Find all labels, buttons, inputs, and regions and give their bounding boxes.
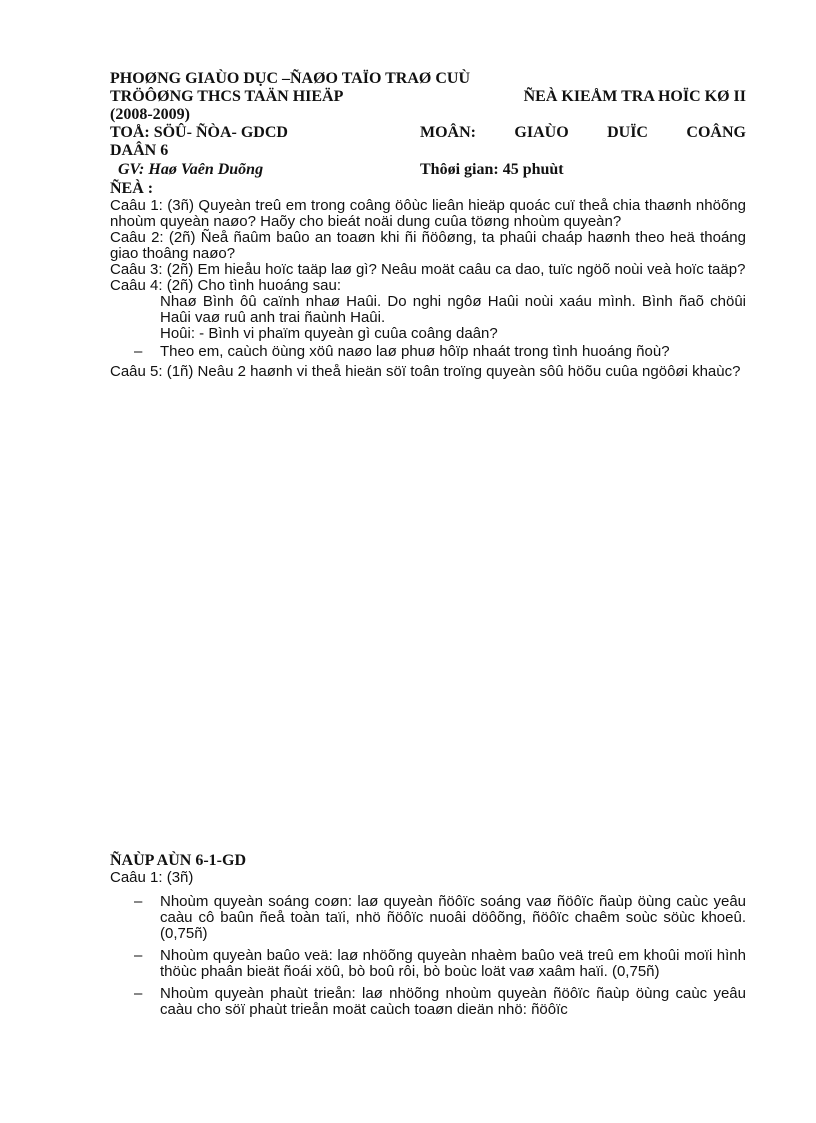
question-4-situation: Nhaø Bình ôû caïnh nhaø Haûi. Do nghi ngôø Haûi noùi xaáu mình. Bình ñaõ chöûi Haûi vaø ruû anh trai ñaùnh Haûi. bbox=[160, 293, 746, 326]
question-1: Caâu 1: (3ñ) Quyeàn treû em trong coâng öôùc lieân hieäp quoác cuï theå chia thaønh nhöõng nhoùm quyeàn naøo? Haõy cho bieát noäi dung cuûa töøng nhoùm quyeàn? bbox=[110, 197, 746, 230]
dash-bullet: – bbox=[134, 893, 143, 910]
subject-word: GIAÙO bbox=[514, 124, 569, 141]
teacher-name: GV: Haø Vaên Duõng bbox=[118, 161, 264, 178]
school-row bbox=[110, 88, 746, 106]
answer-title: ÑAÙP AÙN 6-1-GD bbox=[110, 852, 246, 869]
question-4-dash-text: Theo em, caùch öùng xöû naøo laø phuø hôïp nhaát trong tình huoáng ñoù? bbox=[160, 343, 670, 360]
dash-bullet: – bbox=[134, 985, 143, 1002]
question-2: Caâu 2: (2ñ) Ñeå ñaûm baûo an toaøn khi ñi ñöôøng, ta phaûi chaáp haønh theo heä thoáng giao thoâng naøo? bbox=[110, 229, 746, 262]
question-4-intro: Caâu 4: (2ñ) Cho tình huoáng sau: bbox=[110, 277, 341, 294]
dash-bullet: – bbox=[134, 947, 143, 964]
subject-prefix: MOÂN: bbox=[420, 124, 476, 141]
group-subject-row bbox=[110, 124, 746, 142]
answer-q1-label: Caâu 1: (3ñ) bbox=[110, 869, 194, 886]
answer-item-text: Nhoùm quyeàn baûo veä: laø nhöõng quyeàn nhaèm baûo veä treû em khoûi moïi hình thöùc phaân bieät ñoái xöû, bò boû rôi, bò boùc loät vaø xaâm haïi. (0,75ñ) bbox=[160, 947, 746, 980]
subject-word: DUÏC bbox=[607, 124, 648, 141]
department-line: PHOØNG GIAÙO DỤC –ÑAØO TAÏO TRAØ CUÙ bbox=[110, 70, 471, 87]
group-label: TOÅ: SÖÛ- ÑÒA- GDCD bbox=[110, 124, 288, 141]
school-name: TRÖÔØNG THCS TAÄN HIEÄP bbox=[110, 88, 344, 105]
question-3: Caâu 3: (2ñ) Em hieåu hoïc taäp laø gì? Neâu moät caâu ca dao, tuïc ngöõ noùi veà hoïc taäp? bbox=[110, 261, 746, 278]
answer-item bbox=[110, 948, 746, 980]
answer-item bbox=[110, 986, 746, 1018]
answer-body bbox=[110, 870, 746, 1018]
de-label: ÑEÀ : bbox=[110, 180, 154, 197]
exam-title: ÑEÀ KIEÅM TRA HOÏC KØ II bbox=[523, 88, 746, 105]
question-list bbox=[110, 198, 746, 380]
school-year: (2008-2009) bbox=[110, 106, 190, 123]
subject-label bbox=[420, 124, 746, 142]
question-4-dash-item bbox=[110, 344, 746, 360]
answer-item bbox=[110, 894, 746, 942]
teacher-time-row bbox=[110, 160, 746, 180]
dash-bullet: – bbox=[134, 343, 143, 360]
answer-key bbox=[110, 852, 746, 1022]
answer-item-text: Nhoùm quyeàn phaùt trieån: laø nhöõng nhoùm quyeàn ñöôïc ñaùp öùng caùc yeâu caàu cho söï phaùt trieån moät caùch toaøn dieän nhö: ñöôïc bbox=[160, 985, 746, 1018]
subject-word: COÂNG bbox=[686, 124, 746, 141]
answer-item-text: Nhoùm quyeàn soáng coøn: laø quyeàn ñöôïc soáng vaø ñöôïc ñaùp öùng caùc yeâu caàu cô baûn ñeå toàn taïi, nhö ñöôïc nuoâi döôõng, ñöôïc chaêm soùc söùc khoeû. (0,75ñ) bbox=[160, 893, 746, 942]
question-4-ask: Hoûi: - Bình vi phaïm quyeàn gì cuûa coâng daân? bbox=[160, 325, 498, 342]
subject-continuation: DAÂN 6 bbox=[110, 142, 169, 159]
exam-duration: Thôøi gian: 45 phuùt bbox=[420, 161, 564, 178]
question-5: Caâu 5: (1ñ) Neâu 2 haønh vi theå hieän söï toân troïng quyeàn sôû höõu cuûa ngöôøi khaùc? bbox=[110, 363, 741, 380]
exam-sheet bbox=[110, 70, 746, 380]
